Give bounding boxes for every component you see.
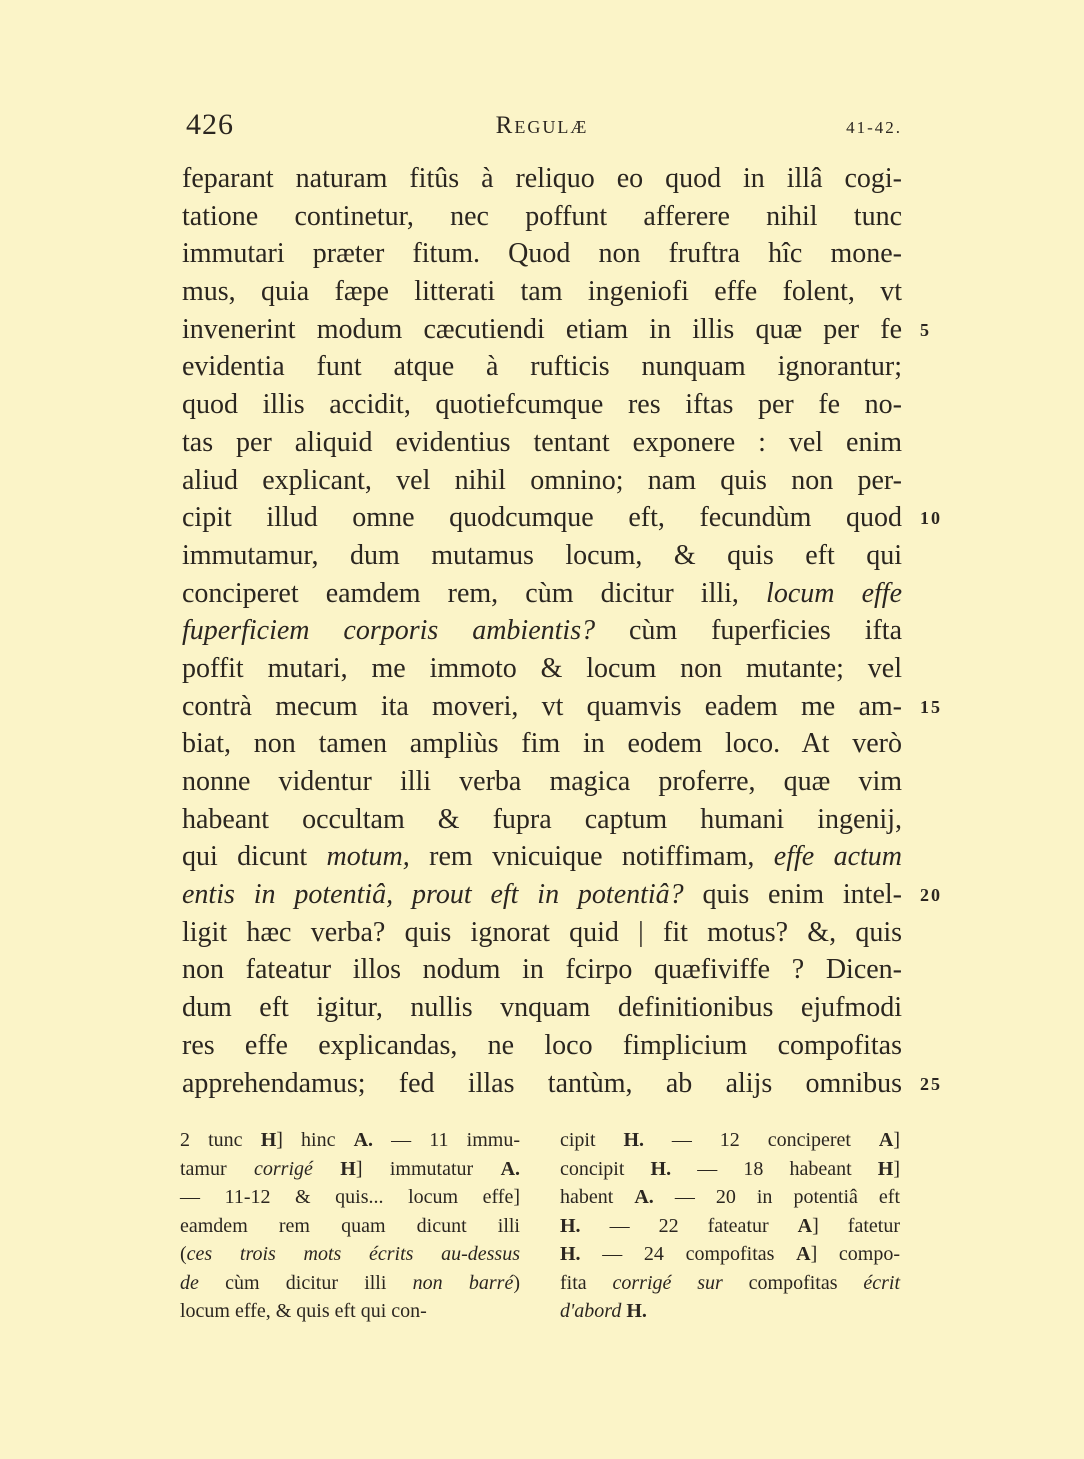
text-segment: ligit hæc verba? quis ignorat quid | fit motus? &, quis: [182, 916, 902, 948]
text-segment: cùm dicitur illi: [198, 1271, 413, 1294]
text-line: [182, 575, 902, 613]
text-segment: apprehendamus; fed illas tantùm, ab alijs omnibus: [182, 1067, 902, 1099]
text-segment: evidentia funt atque à rufticis nunquam ignorantur;: [182, 351, 902, 383]
text-line: [182, 235, 902, 273]
text-line: [182, 951, 902, 989]
bold-siglum: A.: [500, 1157, 521, 1180]
text-segment: biat, non tamen ampliùs fim in eodem loco. At verò: [182, 728, 902, 760]
page-number: 426: [186, 108, 234, 141]
text-segment: dum eft igitur, nullis vnquam definitionibus ejufmodi: [182, 992, 902, 1024]
text-segment: ): [513, 1271, 520, 1294]
line-number: 25: [920, 1073, 942, 1094]
text-segment: — 20 in potentiâ eft: [653, 1186, 901, 1208]
text-segment: nonne videntur illi verba magica proferre, quæ vim: [182, 766, 902, 797]
italic-text: entis in potentiâ, prout eft in potentiâ?: [182, 879, 684, 911]
line-number: 10: [920, 508, 942, 529]
text-segment: qui dicunt: [182, 841, 327, 873]
text-segment: ]: [893, 1129, 901, 1151]
text-segment: ] compo-: [810, 1243, 900, 1265]
line-number: 5: [920, 319, 931, 340]
text-segment: habent: [560, 1186, 635, 1208]
italic-text: écrit: [863, 1271, 900, 1294]
text-segment: cipit illud omne quodcumque eft, fecundùm quod: [182, 502, 902, 534]
text-line: [182, 311, 902, 349]
italic-text: corrigé: [254, 1157, 313, 1180]
text-segment: quod illis accidit, quotiefcumque res iftas per fe no-: [182, 389, 902, 421]
footnote-line: [180, 1126, 520, 1155]
text-line: [182, 914, 902, 952]
text-segment: aliud explicant, vel nihil omnino; nam quis non per-: [182, 464, 902, 496]
text-line: [182, 499, 902, 537]
text-segment: poffit mutari, me immoto & locum non mutante; vel: [182, 652, 902, 684]
text-segment: rem vnicuique notiffimam,: [409, 841, 774, 873]
text-line: [182, 763, 902, 801]
footnote-line: [560, 1126, 900, 1155]
text-segment: 2 tunc: [180, 1129, 261, 1151]
line-number: 15: [920, 696, 942, 717]
footnote-line: [180, 1212, 520, 1241]
text-segment: contrà mecum ita moveri, vt quamvis eadem me am-: [182, 690, 902, 722]
text-line: [182, 386, 902, 424]
text-segment: tatione continetur, nec poffunt afferere nihil tunc: [182, 200, 902, 232]
text-segment: mus, quia fæpe litterati tam ingeniofi effe folent, vt: [182, 276, 902, 308]
text-segment: fita: [560, 1271, 613, 1294]
text-line: [182, 537, 902, 575]
footnote-line: [180, 1240, 520, 1269]
text-line: [182, 348, 902, 386]
text-segment: cùm fuperficies ifta: [595, 615, 903, 647]
text-segment: invenerint modum cæcutiendi etiam in illis quæ per fe: [182, 313, 902, 345]
text-segment: ] fatetur: [812, 1214, 900, 1237]
line-number: 20: [920, 885, 942, 906]
text-line: [182, 688, 902, 726]
footnote-line: [180, 1269, 520, 1298]
main-text: [182, 160, 902, 1102]
text-segment: ] immutatur: [355, 1157, 501, 1180]
footnote-line: [560, 1183, 900, 1212]
text-segment: immutari præter fitum. Quod non fruftra hîc mone-: [182, 238, 902, 270]
footnote-line: [180, 1183, 520, 1212]
text-segment: res effe explicandas, ne loco fimplicium compofitas: [182, 1029, 902, 1061]
text-segment: quis enim intel-: [683, 879, 902, 911]
footnote-line: [560, 1297, 900, 1326]
bold-siglum: A: [878, 1129, 894, 1151]
text-segment: — 24 compofitas: [580, 1243, 797, 1265]
text-segment: [313, 1158, 340, 1180]
text-line: [182, 838, 902, 876]
italic-text: effe actum: [773, 841, 902, 873]
italic-text: non barré: [412, 1271, 514, 1294]
text-segment: tamur: [180, 1157, 255, 1180]
text-segment: ]: [893, 1157, 900, 1180]
footnotes-left-column: [180, 1126, 520, 1326]
text-line: [182, 801, 902, 839]
text-line: [182, 273, 902, 311]
bold-siglum: H.: [626, 1300, 647, 1322]
bold-siglum: H.: [623, 1129, 645, 1151]
text-segment: non fateatur illos nodum in fcirpo quæfiviffe ? Dicen-: [182, 954, 902, 986]
bold-siglum: A.: [634, 1186, 654, 1208]
running-title: Regulæ: [495, 112, 589, 139]
italic-text: de: [180, 1271, 199, 1294]
text-segment: immutamur, dum mutamus locum, & quis eft qui: [182, 539, 902, 571]
footnote-line: [560, 1155, 900, 1184]
footnote-line: [560, 1212, 900, 1241]
text-segment: feparant naturam fitûs à reliquo eo quod in illâ cogi-: [182, 163, 902, 194]
italic-text: locum effe: [766, 577, 902, 609]
footnote-line: [560, 1240, 900, 1269]
text-segment: habeant occultam & fupra captum humani ingenij,: [182, 803, 902, 835]
text-segment: ] hinc: [276, 1129, 354, 1151]
text-line: [182, 876, 902, 914]
text-line: [182, 989, 902, 1027]
bold-siglum: A.: [353, 1129, 374, 1151]
italic-text: motum,: [326, 841, 410, 873]
text-segment: (: [180, 1243, 187, 1265]
italic-text: fuperficiem corporis ambientis?: [182, 615, 596, 647]
text-line: [182, 725, 902, 763]
bold-siglum: A: [796, 1243, 811, 1265]
bold-siglum: H.: [650, 1157, 672, 1180]
footnotes-right-column: [560, 1126, 900, 1326]
italic-text: d'abord: [560, 1300, 622, 1322]
italic-text: ces trois mots écrits au-dessus: [186, 1243, 520, 1265]
footnote-line: [180, 1155, 520, 1184]
text-line: [182, 612, 902, 650]
bold-siglum: H: [260, 1129, 277, 1151]
text-segment: locum effe, & quis eft qui con-: [180, 1300, 427, 1322]
bold-siglum: H.: [560, 1214, 581, 1237]
bold-siglum: H: [877, 1157, 894, 1180]
running-head: [182, 108, 902, 148]
text-segment: — 18 habeant: [671, 1157, 878, 1180]
text-segment: eamdem rem quam dicunt illi: [180, 1214, 520, 1237]
bold-siglum: A: [797, 1214, 813, 1237]
text-line: [182, 1027, 902, 1065]
text-segment: conciperet eamdem rem, cùm dicitur illi,: [182, 577, 767, 609]
bold-siglum: H: [340, 1157, 356, 1180]
text-segment: — 12 conciperet: [644, 1129, 879, 1151]
bold-siglum: H.: [560, 1243, 581, 1265]
footnote-line: [560, 1269, 900, 1298]
text-segment: cipit: [560, 1129, 624, 1151]
text-line: [182, 1065, 902, 1103]
text-segment: — 22 fateatur: [580, 1214, 798, 1237]
text-segment: concipit: [560, 1157, 651, 1180]
text-segment: tas per aliquid evidentius tentant exponere : vel enim: [182, 426, 902, 458]
text-segment: — 11 immu-: [373, 1129, 521, 1151]
text-line: [182, 198, 902, 236]
text-line: [182, 462, 902, 500]
section-range: 41-42.: [846, 118, 902, 137]
italic-text: corrigé sur: [612, 1271, 723, 1294]
footnote-line: [180, 1297, 520, 1326]
text-line: [182, 160, 902, 198]
text-segment: — 11-12 & quis... locum effe]: [180, 1186, 520, 1208]
text-line: [182, 424, 902, 462]
text-line: [182, 650, 902, 688]
text-segment: compofitas: [722, 1271, 864, 1294]
